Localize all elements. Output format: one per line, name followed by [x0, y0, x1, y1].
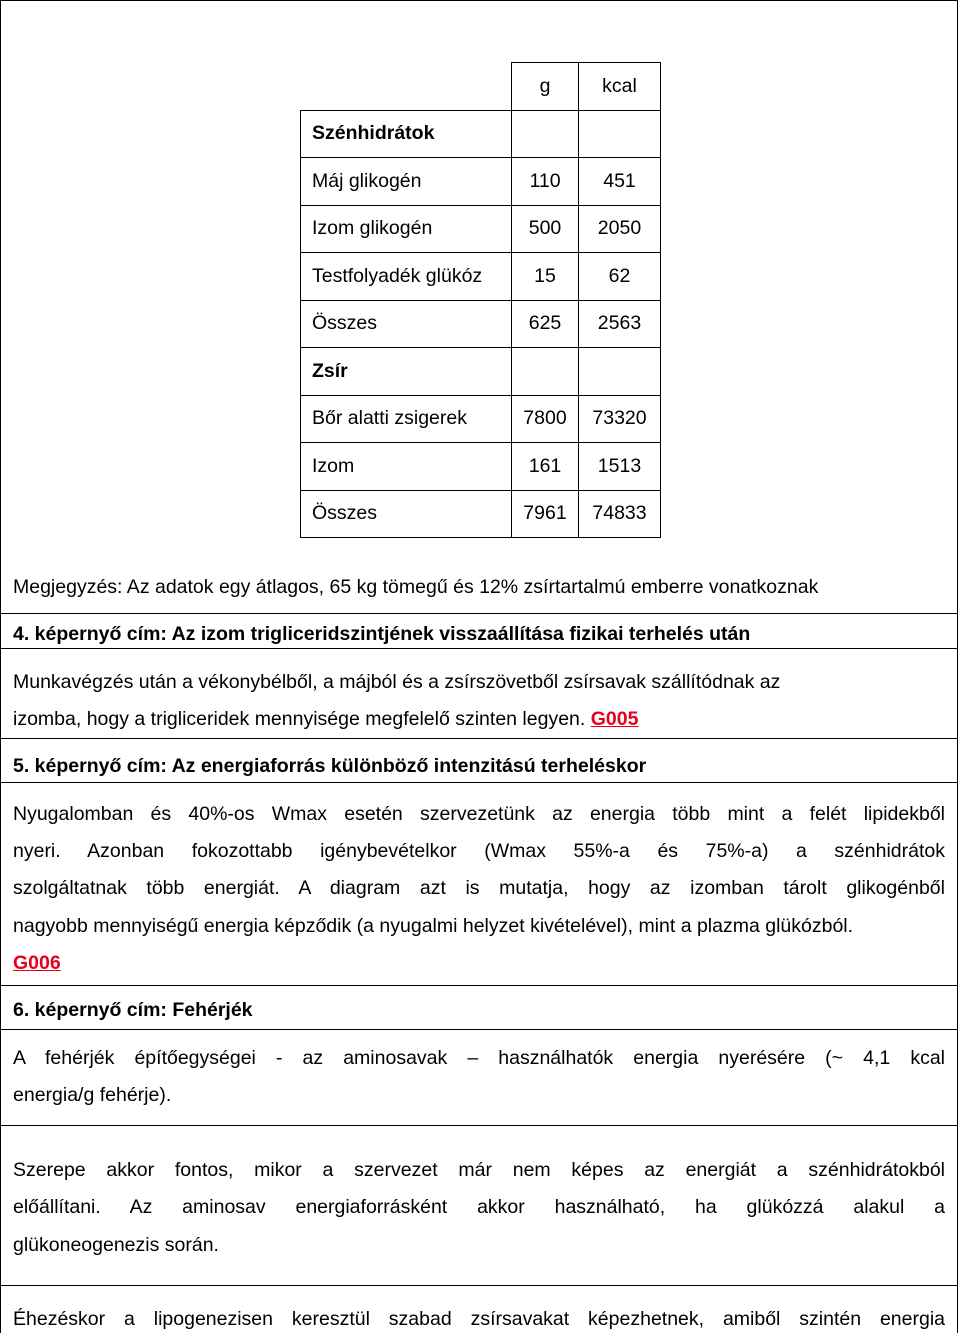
- divider: [1, 613, 957, 614]
- screen5-line-2: nyeri. Azonban fokozottabb igénybevételkor (Wmax 55%-a és 75%-a) a szénhidrátok: [13, 840, 945, 862]
- table-row: [301, 158, 661, 206]
- screen4-line-1: Munkavégzés után a vékonybélből, a májból és a zsírszövetből zsírsavak szállítódnak az: [13, 671, 781, 693]
- table-header-row: [301, 63, 661, 111]
- screen4-section: [13, 616, 945, 654]
- row-kcal: [579, 348, 661, 396]
- screen6-p2-line-2: előállítani. Az aminosav energiaforrásként akkor használható, ha glükózzá alakul a: [13, 1196, 945, 1218]
- divider: [1, 985, 957, 986]
- screen5-line-4: nagyobb mennyiségű energia képződik (a nyugalmi helyzet kivételével), mint a plazma glükózból.: [13, 915, 854, 937]
- row-label: Összes: [301, 490, 512, 538]
- table-row: [301, 443, 661, 491]
- screen6-p2-line-1: Szerepe akkor fontos, mikor a szervezet már nem képes az energiát a szénhidrátokból: [13, 1159, 945, 1181]
- row-kcal: 2050: [579, 205, 661, 253]
- row-g: [512, 348, 579, 396]
- row-label: Szénhidrátok: [301, 110, 512, 158]
- header-kcal-cell: kcal: [579, 63, 661, 111]
- energy-store-table: [300, 62, 661, 538]
- screen6-title: 6. képernyő cím: Fehérjék: [13, 999, 253, 1021]
- row-g: 7800: [512, 395, 579, 443]
- row-label: Összes: [301, 300, 512, 348]
- row-kcal: 62: [579, 253, 661, 301]
- screen4-title: 4. képernyő cím: Az izom trigliceridszintjének visszaállítása fizikai terhelés után: [13, 623, 751, 645]
- screen6-section: [13, 992, 945, 1030]
- row-label: Bőr alatti zsigerek: [301, 395, 512, 443]
- row-g: 500: [512, 205, 579, 253]
- row-kcal: 74833: [579, 490, 661, 538]
- row-g: 7961: [512, 490, 579, 538]
- row-kcal: 451: [579, 158, 661, 206]
- row-g: 625: [512, 300, 579, 348]
- row-g: 110: [512, 158, 579, 206]
- screen6-p3-line-1: Éhezéskor a lipogenezisen keresztül szabad zsírsavakat képezhetnek, amiből szintén energia: [13, 1308, 945, 1330]
- divider: [1, 1285, 957, 1286]
- row-kcal: [579, 110, 661, 158]
- screen5-line-1: Nyugalomban és 40%-os Wmax esetén szervezetünk az energia több mint a felét lipidekből: [13, 803, 945, 825]
- row-label: Izom glikogén: [301, 205, 512, 253]
- table-row: [301, 395, 661, 443]
- header-g-cell: g: [512, 63, 579, 111]
- row-kcal: 2563: [579, 300, 661, 348]
- screen6-p1-line-1: A fehérjék építőegységei - az aminosavak – használhatók energia nyerésére (~ 4,1 kcal: [13, 1047, 945, 1069]
- table-row: [301, 110, 661, 158]
- table-row: [301, 490, 661, 538]
- row-kcal: 73320: [579, 395, 661, 443]
- screen5-title: 5. képernyő cím: Az energiaforrás különböző intenzitású terheléskor: [13, 755, 647, 777]
- row-label: Zsír: [301, 348, 512, 396]
- screen5-line-3: szolgáltatnak több energiát. A diagram azt is mutatja, hogy az izomban tárolt glikogénből: [13, 877, 945, 899]
- table-row: [301, 348, 661, 396]
- screen6-p1-line-2: energia/g fehérje).: [13, 1084, 172, 1106]
- row-g: 161: [512, 443, 579, 491]
- screen6-p2-line-3: glükoneogenezis során.: [13, 1234, 219, 1256]
- screen5-code-row: [13, 945, 945, 983]
- screen5-code-link[interactable]: G006: [13, 952, 61, 974]
- screen4-line-2: [13, 701, 945, 739]
- row-label: Máj glikogén: [301, 158, 512, 206]
- table-note: Megjegyzés: Az adatok egy átlagos, 65 kg tömegű és 12% zsírtartalmú emberre vonatkoznak: [13, 576, 819, 598]
- row-g: [512, 110, 579, 158]
- row-g: 15: [512, 253, 579, 301]
- table-row: [301, 253, 661, 301]
- table-row: [301, 205, 661, 253]
- screen5-section: [13, 748, 945, 786]
- row-label: Izom: [301, 443, 512, 491]
- divider: [1, 1125, 957, 1126]
- screen4-line-2-text: izomba, hogy a trigliceridek mennyisége megfelelő szinten legyen.: [13, 708, 586, 730]
- row-label: Testfolyadék glükóz: [301, 253, 512, 301]
- screen4-code-link[interactable]: G005: [590, 708, 639, 730]
- row-kcal: 1513: [579, 443, 661, 491]
- header-label-cell: [301, 63, 512, 111]
- table-row: [301, 300, 661, 348]
